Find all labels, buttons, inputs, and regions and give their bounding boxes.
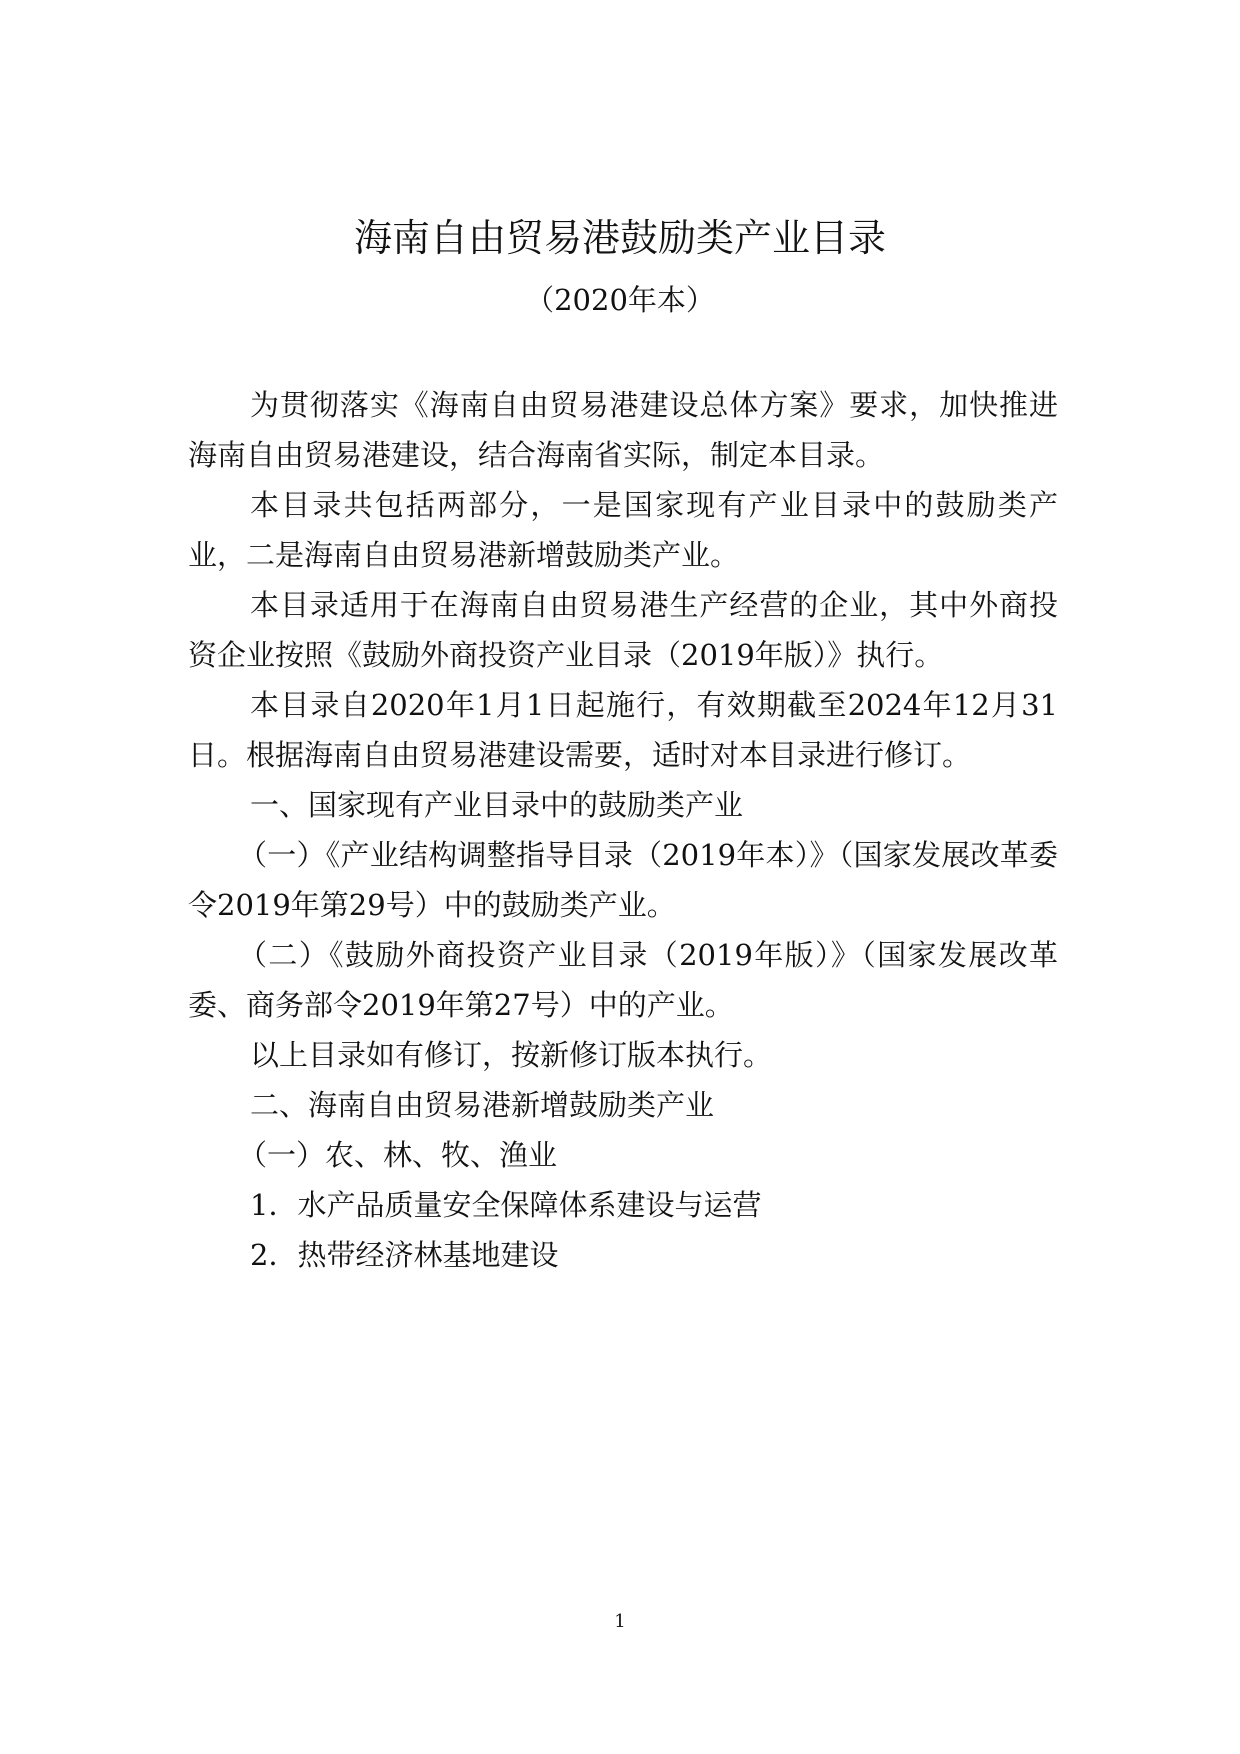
list-item-2: 2．热带经济林基地建设: [250, 1238, 559, 1272]
paragraph-revision-note: 以上目录如有修订，按新修订版本执行。: [250, 1038, 773, 1072]
subsection-item-2: （二）《鼓励外商投资产业目录（2019年版）》（国家发展改革委、商务部令2019年第27号）中的产业。: [188, 938, 1058, 1022]
section-heading-1: 一、国家现有产业目录中的鼓励类产业: [250, 788, 744, 822]
document-title: 海南自由贸易港鼓励类产业目录: [353, 216, 886, 260]
section-heading-2: 二、海南自由贸易港新增鼓励类产业: [250, 1088, 715, 1122]
paragraph-effective-date: 本目录自2020年1月1日起施行，有效期截至2024年12月31日。根据海南自由贸易港建设需要，适时对本目录进行修订。: [188, 688, 1058, 772]
subsection-item-1: （一）《产业结构调整指导目录（2019年本）》（国家发展改革委令2019年第29号）中的鼓励类产业。: [188, 838, 1058, 922]
subsection-heading-agriculture: （一）农、林、牧、渔业: [238, 1138, 558, 1172]
document-subtitle: （2020年本）: [525, 283, 715, 317]
paragraph-applicability: 本目录适用于在海南自由贸易港生产经营的企业，其中外商投资企业按照《鼓励外商投资产业目录（2019年版）》执行。: [188, 588, 1058, 672]
list-item-1: 1．水产品质量安全保障体系建设与运营: [250, 1188, 762, 1222]
page-number: 1: [614, 1611, 626, 1632]
paragraph-scope: 本目录共包括两部分，一是国家现有产业目录中的鼓励类产业，二是海南自由贸易港新增鼓励类产业。: [188, 488, 1058, 572]
paragraph-purpose: 为贯彻落实《海南自由贸易港建设总体方案》要求，加快推进海南自由贸易港建设，结合海南省实际，制定本目录。: [188, 388, 1058, 472]
document-body: [188, 380, 1058, 1280]
